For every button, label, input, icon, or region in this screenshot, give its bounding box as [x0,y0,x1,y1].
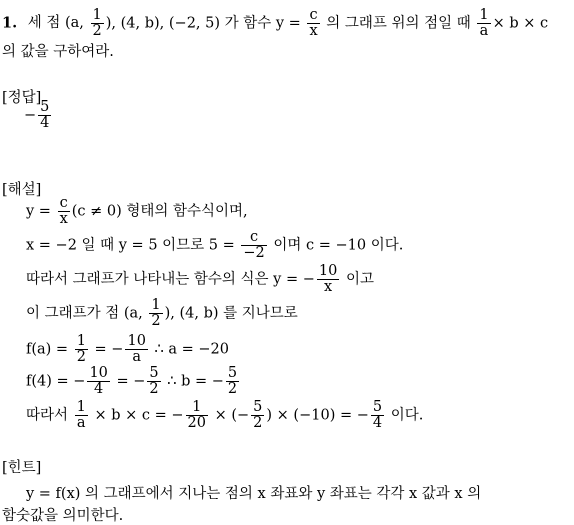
hint-header: [힌트] [2,460,42,476]
explanation-line-4: 이 그래프가 점 (a, $\frac{1}{2}$ ), (4, b) 를 지나므로 [26,297,298,329]
hint-line-2: 함숫값을 의미한다. [2,508,124,524]
explanation-line-7: 따라서 $\frac{1}{a}$ × b × c = − $\frac{1}{20}$ × (− $\frac{5}{2}$ ) × (−10) = − $\frac{5}{4}$ 이다. [26,399,424,431]
problem-line-2: 의 값을 구하여라. [2,44,114,60]
fraction-c-over-x: $\frac{c}{x}$ [309,7,318,39]
explanation-line-5: f(a) = $\frac{1}{2}$ = − $\frac{10}{a}$ ∴ a = −20 [26,333,229,365]
explanation-line-3: 따라서 그래프가 나타내는 함수의 식은 y = − $\frac{10}{x}$ 이고 [26,263,374,295]
fraction-one-over-a: $\frac{1}{a}$ [479,7,489,39]
fraction-one-half: $\frac{1}{2}$ [92,7,102,39]
answer-value: − $\frac{5}{4}$ [24,99,50,131]
explanation-line-1: y = $\frac{c}{x}$ (c ≠ 0) 형태의 함수식이며, [26,195,248,227]
explanation-line-2: x = −2 일 때 y = 5 이므로 5 = $\frac{c}{-2}$ 이며 c = −10 이다. [26,229,404,261]
answer-header: [정답] [2,90,42,106]
problem-number: 1. [2,14,18,32]
problem-line-1: 1. 세 점 (a, $\frac{1}{2}$ ), (4, b), (−2, 5) 가 함수 y = $\frac{c}{x}$ 의 그래프 위의 점일 때 $\frac{1}{a}$ × b × c [2,7,549,39]
explanation-line-6: f(4) = − $\frac{10}{4}$ = − $\frac{5}{2}$ ∴ b = − $\frac{5}{2}$ [26,365,238,397]
hint-line-1: y = f(x) 의 그래프에서 지나는 점의 x 좌표와 y 좌표는 각각 x 값과 x 의 [26,486,482,502]
explanation-header: [해설] [2,182,42,198]
